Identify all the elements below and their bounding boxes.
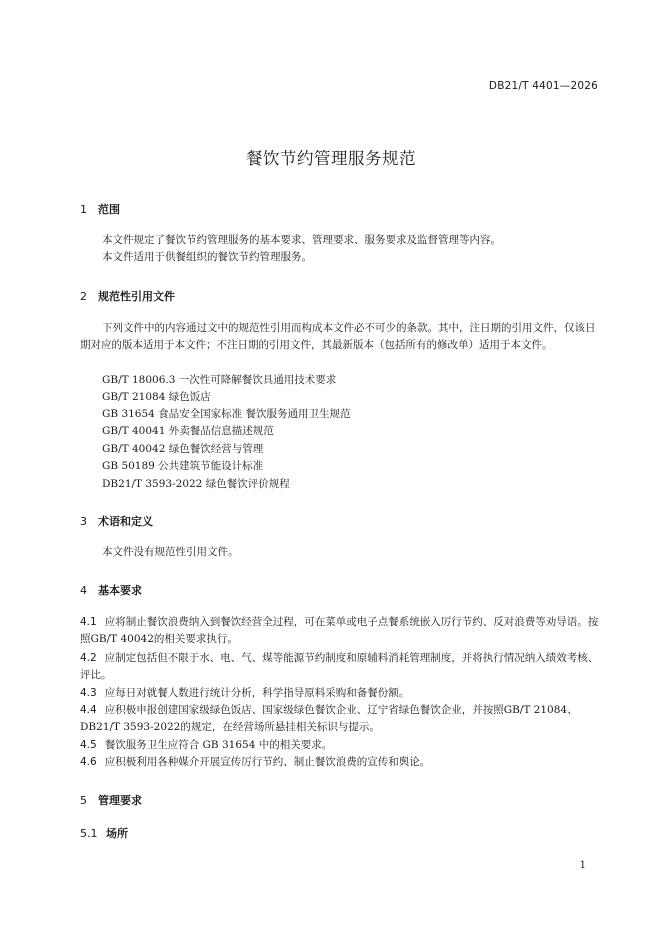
normative-reference: GB/T 21084 绿色饭店 [102, 391, 211, 403]
clause-text: 应积极利用各种媒介开展宣传厉行节约、制止餐饮浪费的宣传和舆论。 [104, 756, 431, 768]
subsection-title: 场所 [106, 827, 128, 840]
section-3-para: 本文件没有规范性引用文件。 [102, 546, 239, 558]
clause-text: 应制定包括但不限于水、电、气、煤等能源节约制度和原辅料消耗管理制度，并将执行情况纳入绩效考核、评比。 [80, 652, 599, 682]
clause-text: 应积极申报创建国家级绿色饭店、国家级绿色餐饮企业、辽宁省绿色餐饮企业，并按照GB/T 21084、DB21/T 3593-2022的规定，在经营场所悬挂相关标识与提示。 [80, 704, 578, 734]
subsection-5-1-heading [80, 825, 128, 841]
normative-reference: GB/T 40042 绿色餐饮经营与管理 [102, 443, 264, 455]
clause-4-3 [80, 685, 602, 702]
section-5-heading [80, 792, 142, 808]
normative-reference: GB 31654 食品安全国家标准 餐饮服务通用卫生规范 [102, 408, 351, 420]
section-3-heading [80, 513, 153, 529]
normative-reference: DB21/T 3593-2022 绿色餐饮评价规程 [102, 478, 290, 490]
normative-reference: GB 50189 公共建筑节能设计标准 [102, 460, 264, 472]
section-title: 范围 [98, 203, 120, 216]
section-title: 规范性引用文件 [98, 290, 175, 303]
section-2-intro: 下列文件中的内容通过文中的规范性引用而构成本文件必不可少的条款。其中，注日期的引用文件，仅该日期对应的版本适用于本文件；不注日期的引用文件，其最新版本（包括所有的修改单）适用于本文件。 [80, 322, 596, 352]
normative-reference: GB/T 40041 外卖餐品信息描述规范 [102, 425, 274, 437]
section-number: 4 [80, 584, 87, 597]
section-4-heading [80, 582, 142, 598]
subsection-number: 5.1 [80, 827, 98, 840]
clause-4-4 [80, 702, 602, 737]
clause-text: 餐饮服务卫生应符合 GB 31654 中的相关要求。 [104, 739, 333, 751]
clause-number: 4.5 [80, 739, 97, 751]
clause-4-2 [80, 650, 602, 685]
section-1-para-1: 本文件规定了餐饮节约管理服务的基本要求、管理要求、服务要求及监督管理等内容。 [102, 234, 501, 246]
clause-4-1 [80, 614, 602, 649]
clause-4-6 [80, 754, 602, 771]
section-1-heading [80, 201, 120, 217]
section-number: 1 [80, 203, 87, 216]
clause-text: 应每日对就餐人数进行统计分析，科学指导原料采购和备餐份额。 [104, 687, 410, 699]
document-title: 餐饮节约管理服务规范 [246, 149, 416, 168]
section-title: 基本要求 [98, 584, 142, 597]
section-title: 术语和定义 [98, 515, 153, 528]
section-number: 3 [80, 515, 87, 528]
section-number: 2 [80, 290, 87, 303]
clause-number: 4.3 [80, 687, 97, 699]
clause-number: 4.2 [80, 652, 97, 664]
section-2-heading [80, 288, 175, 304]
clause-4-5 [80, 737, 602, 754]
section-number: 5 [80, 794, 87, 807]
clause-number: 4.4 [80, 704, 97, 716]
standard-code: DB21/T 4401—2026 [488, 80, 598, 92]
normative-reference: GB/T 18006.3 一次性可降解餐饮具通用技术要求 [102, 374, 337, 386]
page-number: 1 [579, 860, 586, 871]
clause-number: 4.1 [80, 616, 97, 628]
clause-number: 4.6 [80, 756, 97, 768]
clause-text: 应将制止餐饮浪费纳入到餐饮经营全过程，可在菜单或电子点餐系统嵌入厉行节约、反对浪费等劝导语。按照GB/T 40042的相关要求执行。 [80, 616, 599, 646]
section-1-para-2: 本文件适用于供餐组织的餐饮节约管理服务。 [102, 251, 312, 263]
section-title: 管理要求 [98, 794, 142, 807]
